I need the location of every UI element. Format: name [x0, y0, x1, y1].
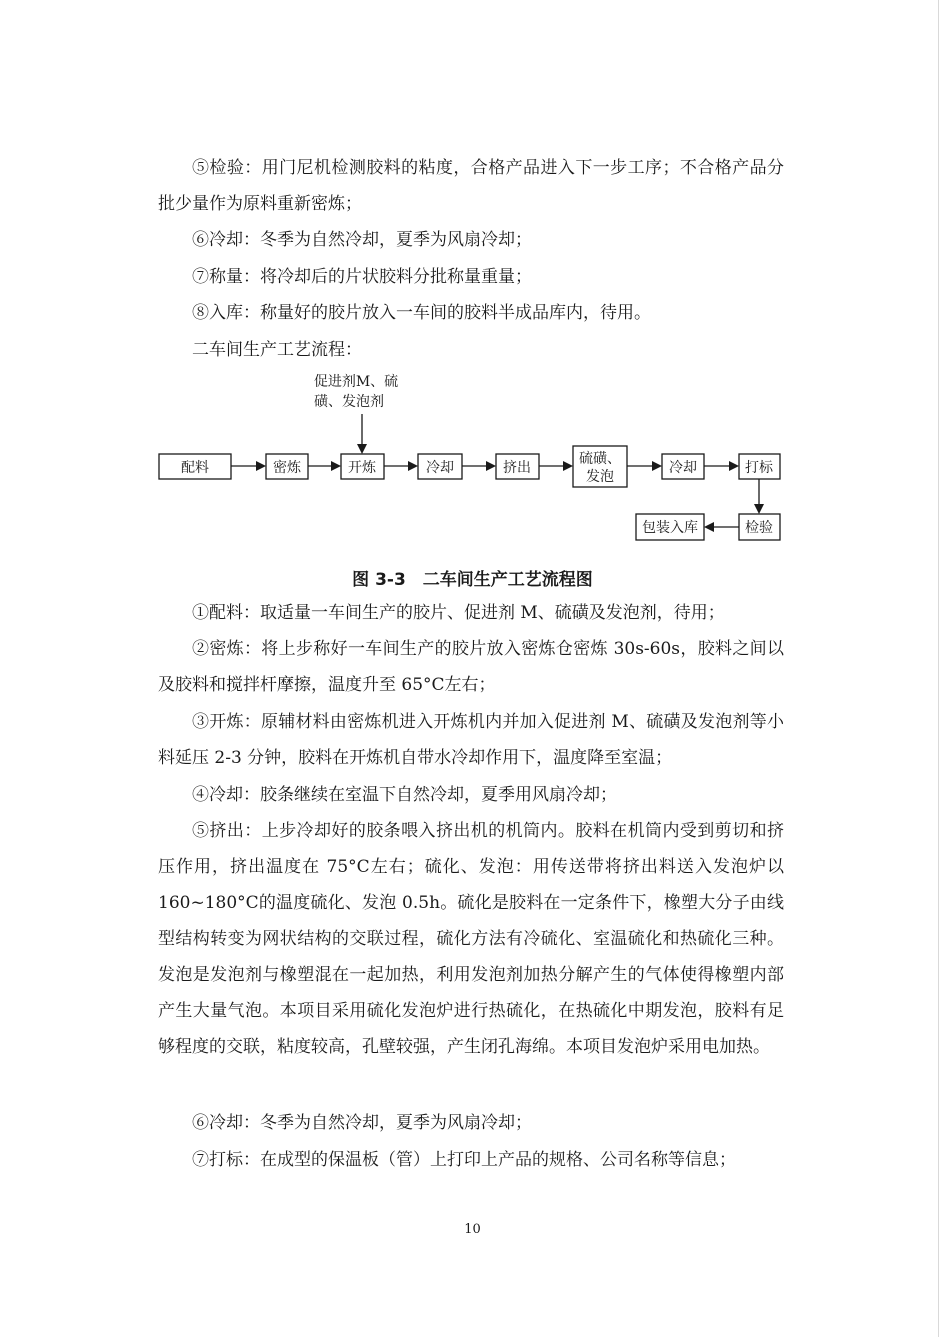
arrow-2-head [331, 461, 341, 471]
arrow-7-head [729, 461, 739, 471]
paragraph-flow-intro: 二车间生产工艺流程： [192, 340, 362, 360]
box-mixing-label: 密炼 [273, 460, 301, 476]
arrow-8-head [754, 504, 764, 514]
paragraph-weighing: ⑦称量：将冷却后的片状胶料分批称量重量； [192, 267, 532, 287]
box-batching-label: 配料 [181, 460, 209, 476]
arrow-3-head [408, 461, 418, 471]
paragraph-step-6: ⑥冷却：冬季为自然冷却，夏季为风扇冷却； [192, 1113, 532, 1133]
paragraph-step-3: ③开炼：原辅材料由密炼机进入开炼机内并加入促进剂 M、硫磺及发泡剂等小料延压 2-3 分钟，胶料在开炼机自带水冷却作用下，温度降至室温； [158, 712, 784, 768]
input-label-line1: 促进剂M、硫 [313, 374, 399, 390]
paragraph-step-4: ④冷却：胶条继续在室温下自然冷却，夏季用风扇冷却； [192, 785, 617, 805]
box-packaging-label: 包装入库 [642, 520, 698, 536]
paragraph-step-2: ②密炼：将上步称好一车间生产的胶片放入密炼仓密炼 30s-60s，胶料之间以及胶料和搅拌杆摩擦，温度升至 65°C左右； [158, 639, 784, 695]
box-marking-label: 打标 [745, 460, 773, 476]
arrow-5-head [563, 461, 573, 471]
paragraph-inspection: ⑤检验：用门尼机检测胶料的粘度，合格产品进入下一步工序；不合格产品分批少量作为原料重新密炼； [158, 158, 784, 214]
paragraph-step-1: ①配料：取适量一车间生产的胶片、促进剂 M、硫磺及发泡剂，待用； [192, 603, 725, 623]
arrow-4-head [486, 461, 496, 471]
box-cooling-2-label: 冷却 [669, 460, 697, 476]
arrow-1-head [256, 461, 266, 471]
paragraph-step-7: ⑦打标：在成型的保温板（管）上打印上产品的规格、公司名称等信息； [192, 1150, 736, 1170]
process-flowchart [0, 360, 945, 560]
page-number: 10 [464, 1222, 481, 1237]
arrow-6-head [652, 461, 662, 471]
input-arrow-head [357, 444, 367, 454]
page-edge [938, 0, 939, 1337]
box-vulcanize-foam-label-1: 硫磺、 [579, 451, 621, 467]
box-milling-label: 开炼 [348, 460, 376, 476]
paragraph-step-5: ⑤挤出：上步冷却好的胶条喂入挤出机的机筒内。胶料在机筒内受到剪切和挤压作用，挤出温度在 75°C左右；硫化、发泡：用传送带将挤出料送入发泡炉以 160~180°C的温度硫化、发泡 0.5h。硫化是胶料在一定条件下，橡塑大分子由线型结构转变为网状结构的交联过程，硫化方法有冷硫化、室温硫化和热硫化三种。发泡是发泡剂与橡塑混在一起加热，利用发泡剂加热分解产生的气体使得橡塑内部产生大量气泡。本项目采用硫化发泡炉进行热硫化，在热硫化中期发泡，胶料有足够程度的交联，粘度较高，孔壁较强，产生闭孔海绵。本项目发泡炉采用电加热。 [158, 821, 784, 1057]
paragraph-cooling: ⑥冷却：冬季为自然冷却，夏季为风扇冷却； [192, 230, 532, 250]
box-vulcanize-foam-label-2: 发泡 [586, 469, 614, 485]
paragraph-storage: ⑧入库：称量好的胶片放入一车间的胶料半成品库内，待用。 [192, 303, 651, 323]
box-cooling-1-label: 冷却 [426, 460, 454, 476]
arrow-9-head [704, 522, 714, 532]
box-inspection-label: 检验 [745, 520, 773, 536]
figure-caption: 图 3-3 二车间生产工艺流程图 [352, 570, 593, 590]
input-label-line2: 磺、发泡剂 [314, 394, 384, 410]
box-extrusion-label: 挤出 [503, 460, 531, 476]
